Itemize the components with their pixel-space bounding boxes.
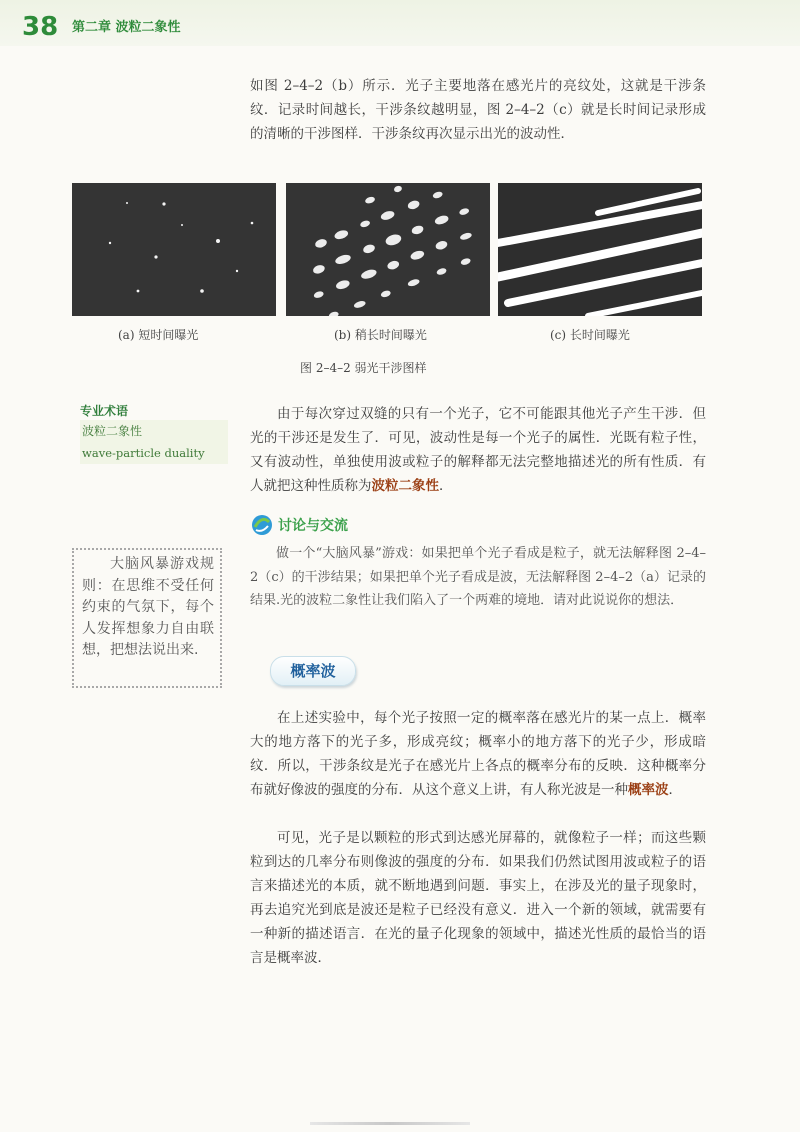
terms-box — [80, 402, 228, 464]
photo-long-exposure-image — [498, 183, 702, 316]
top-paragraph: 如图 2–4–2（b）所示．光子主要地落在感光片的亮纹处，这就是干涉条纹．记录时间越长，干涉条纹越明显，图 2–4–2（c）就是长时间记录形成的清晰的干涉图样．干涉条纹再次显示出光的波动性． — [250, 78, 706, 142]
discussion-text: 做一个“大脑风暴”游戏：如果把单个光子看成是粒子，就无法解释图 2–4–2（c）的干涉结果；如果把单个光子看成是波，无法解释图 2–4–2（a）记录的结果.光的波粒二象性让我们陷入了一个两难的境地．请对此说说你的想法． — [250, 546, 706, 608]
body1-end: ． — [439, 478, 453, 494]
keyword-wave-particle: 波粒二象性 — [371, 478, 439, 494]
photo-short-exposure — [72, 183, 276, 316]
photo-medium-exposure — [286, 183, 490, 316]
photo-long-exposure — [498, 183, 702, 316]
discussion-label: 讨论与交流 — [278, 518, 348, 534]
caption-a: (a) 短时间曝光 — [118, 328, 199, 342]
body1-text: 由于每次穿过双缝的只有一个光子，它不可能跟其他光子产生干涉．但光的干涉还是发生了．可见，波动性是每一个光子的属性．光既有粒子性，又有波动性，单独使用波或粒子的解释都无法完整地描述光的所有性质．有人就把这种性质称为 — [250, 406, 706, 494]
section-paragraph-2: 可见，光子是以颗粒的形式到达感光屏幕的，就像粒子一样；而这些颗粒到达的几率分布则像波的强度的分布．如果我们仍然试图用波或粒子的语言来描述光的本质，就不断地遇到问题．事实上，在涉及光的量子现象时，再去追究光到底是波还是粒子已经没有意义．进入一个新的领域，就需要有一种新的描述语言．在光的量子化现象的领域中，描述光性质的最恰当的语言是概率波． — [250, 830, 706, 966]
term-chinese: 波粒二象性 — [80, 420, 228, 442]
discussion-title — [250, 512, 348, 538]
section-para1-text: 在上述实验中，每个光子按照一定的概率落在感光片的某一点上．概率大的地方落下的光子多，形成亮纹；概率小的地方落下的光子少，形成暗纹．所以，干涉条纹是光子在感光片上各点的概率分布的反映．这种概率分布就好像波的强度的分布．从这个意义上讲，有人称光波是一种 — [250, 710, 706, 798]
body-paragraph-1 — [250, 402, 706, 498]
caption-b: (b) 稍长时间曝光 — [334, 328, 427, 342]
terms-heading: 专业术语 — [80, 404, 129, 418]
caption-c: (c) 长时间曝光 — [550, 328, 630, 342]
section-paragraph-1 — [250, 706, 706, 802]
section-heading: 概率波 — [270, 656, 356, 686]
page-number: 38 — [22, 12, 59, 42]
chapter-title: 第二章 波粒二象性 — [72, 20, 181, 35]
term-english: wave-particle duality — [80, 442, 228, 464]
photo-medium-exposure-image — [286, 183, 490, 316]
side-note-text: 大脑风暴游戏规则：在思维不受任何约束的气氛下，每个人发挥想象力自由联想，把想法说出来. — [82, 556, 214, 658]
bottom-rule — [310, 1122, 470, 1125]
section-para1-end: ． — [668, 782, 682, 798]
keyword-probability-wave: 概率波 — [628, 782, 669, 798]
discussion-icon — [250, 513, 274, 537]
side-note-box — [72, 548, 222, 688]
photo-short-exposure-image — [72, 183, 276, 316]
figure-title: 图 2–4–2 弱光干涉图样 — [300, 361, 427, 375]
